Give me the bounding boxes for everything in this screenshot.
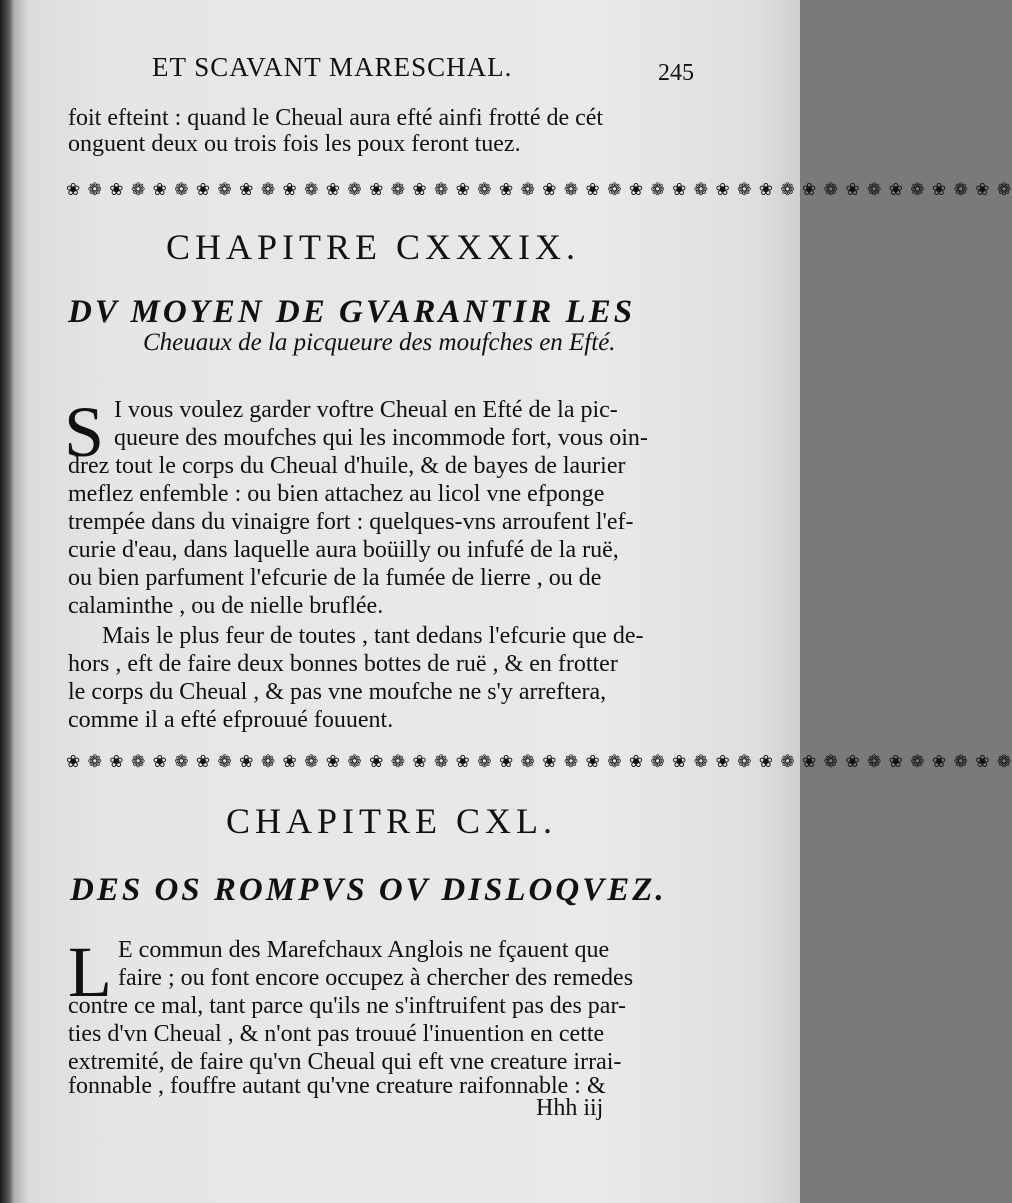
text-line: ties d'vn Cheual , & n'ont pas trouué l'inuention en cette (68, 1021, 605, 1047)
drop-cap: L (68, 932, 112, 1012)
chapter-heading: CHAPITRE CXXXIX. (166, 227, 581, 267)
text-line: Mais le plus feur de toutes , tant dedans l'efcurie que de- (102, 623, 644, 649)
page-number: 245 (658, 60, 694, 86)
chapter-title: DV MOYEN DE GVARANTIR LES (68, 294, 636, 330)
text-line: I vous voulez garder voftre Cheual en Efté de la pic- (114, 397, 618, 423)
text-line: meflez enfemble : ou bien attachez au licol vne efponge (68, 481, 605, 507)
text-line: calaminthe , ou de nielle bruflée. (68, 593, 384, 619)
text-line: hors , eft de faire deux bonnes bottes de ruë , & en frotter (68, 651, 618, 677)
chapter-title: DES OS ROMPVS OV DISLOQVEZ. (70, 872, 667, 908)
text-line: onguent deux ou trois fois les poux feront tuez. (68, 131, 521, 157)
running-header (0, 52, 800, 92)
text-line: drez tout le corps du Cheual d'huile, & de bayes de laurier (68, 453, 626, 479)
text-line: foit efteint : quand le Cheual aura efté ainfi frotté de cét (68, 105, 604, 131)
text-line: comme il a efté efprouué fouuent. (68, 707, 394, 733)
text-line: curie d'eau, dans laquelle aura boüilly ou infufé de la ruë, (68, 537, 619, 563)
chapter-heading: CHAPITRE CXL. (226, 801, 558, 841)
text-line: contre ce mal, tant parce qu'ils ne s'inftruifent pas des par- (68, 993, 626, 1019)
running-title: ET SCAVANT MARESCHAL. (152, 52, 513, 82)
ornament-band: ❀ ❁ ❀ ❁ ❀ ❁ ❀ ❁ ❀ ❁ ❀ ❁ ❀ ❁ ❀ ❁ ❀ ❁ ❀ ❁ ❀ ❁ ❀ ❁ ❀ ❁ ❀ ❁ ❀ ❁ ❀ ❁ ❀ ❁ ❀ ❁ ❀ ❁ ❀ ❁ ❀ ❁ ❀ ❁ (66, 180, 1012, 200)
page-gutter-shadow (0, 0, 14, 1203)
text-line: queure des moufches qui les incommode fort, vous oin- (114, 425, 648, 451)
drop-cap: S (64, 392, 105, 472)
ornament-band: ❀ ❁ ❀ ❁ ❀ ❁ ❀ ❁ ❀ ❁ ❀ ❁ ❀ ❁ ❀ ❁ ❀ ❁ ❀ ❁ ❀ ❁ ❀ ❁ ❀ ❁ ❀ ❁ ❀ ❁ ❀ ❁ ❀ ❁ ❀ ❁ ❀ ❁ ❀ ❁ ❀ ❁ ❀ ❁ (66, 752, 1012, 772)
signature-mark: Hhh iij (536, 1095, 604, 1121)
text-line: fonnable , fouffre autant qu'vne creature raifonnable : & (68, 1073, 606, 1099)
text-line: trempée dans du vinaigre fort : quelques-vns arroufent l'ef- (68, 509, 634, 535)
text-line: ou bien parfument l'efcurie de la fumée de lierre , ou de (68, 565, 602, 591)
text-line: faire ; ou font encore occupez à chercher des remedes (118, 965, 634, 991)
text-line: le corps du Cheual , & pas vne moufche ne s'y arreftera, (68, 679, 607, 705)
text-line: E commun des Marefchaux Anglois ne fçauent que (118, 937, 610, 963)
chapter-title-continued: Cheuaux de la picqueure des moufches en Efté. (143, 329, 616, 356)
text-line: extremité, de faire qu'vn Cheual qui eft vne creature irrai- (68, 1049, 622, 1075)
